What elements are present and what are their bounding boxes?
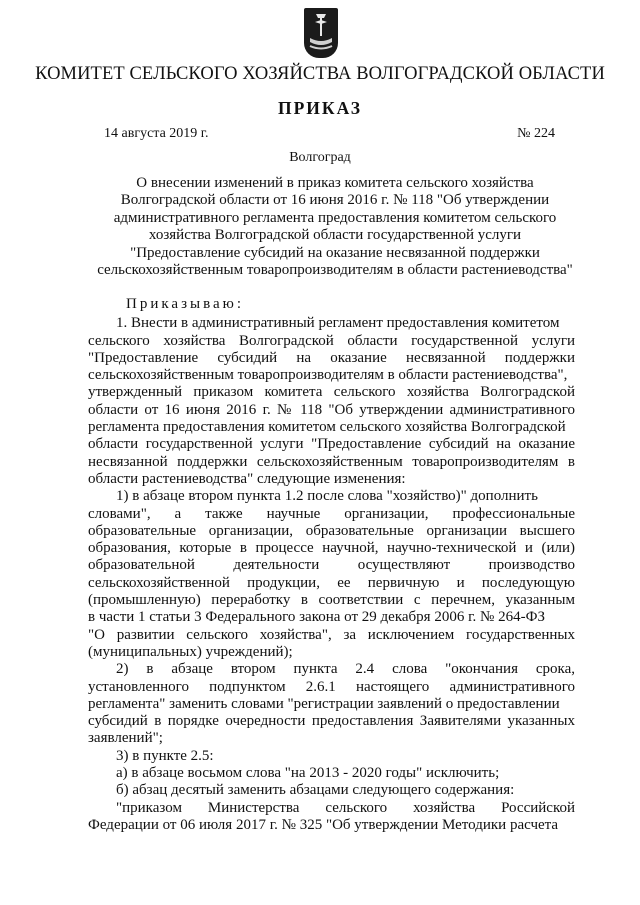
subject-line: О внесении изменений в приказ комитета сельского хозяйства (136, 175, 534, 191)
volgograd-emblem-icon (304, 8, 338, 58)
body-line: установленного подпунктом 2.6.1 настоящего административного (88, 678, 575, 695)
body-line: регламента предоставления комитетом сельского хозяйства Волгоградской (88, 419, 566, 436)
subject-line: хозяйства Волгоградской области государственной услуги (148, 227, 522, 244)
subject-line: сельскохозяйственным товаропроизводителям в области растениеводства" (97, 262, 573, 279)
body-line: 1) в абзаце втором пункта 1.2 после слова "хозяйство)" дополнить (116, 488, 538, 505)
body-line: образовательной деятельности осуществляют производство (88, 557, 575, 574)
order-body (88, 296, 575, 834)
order-date: 14 августа 2019 г. (104, 126, 209, 141)
body-line: области от 16 июня 2016 г. № 118 "Об утверждении административного (88, 401, 575, 418)
body-line: 2) в абзаце втором пункта 2.4 слова "окончания срока, (116, 661, 575, 678)
body-line: "приказом Министерства сельского хозяйства Российской (116, 799, 575, 816)
order-subject (85, 175, 585, 279)
body-line: сельскохозяйственным товаропроизводителям в области растениеводства", (88, 367, 568, 384)
subject-line: административного регламента предоставления комитетом сельского (113, 209, 557, 226)
body-line: б) абзац десятый заменить абзацами следующего содержания: (116, 782, 515, 799)
body-line: (муниципальных) учреждений); (88, 643, 293, 660)
body-line: несвязанной поддержки сельскохозяйственным товаропроизводителям в (88, 453, 575, 470)
body-line: а) в абзаце восьмом слова "на 2013 - 2020 годы" исключить; (116, 765, 500, 782)
body-line: сельского хозяйства Волгоградской области государственной услуги (88, 332, 575, 349)
body-line: области государственной услуги "Предоставление субсидий на оказание (88, 436, 575, 453)
body-line: регламента" заменить словами "регистрации заявлений о предоставлении (88, 695, 560, 712)
body-line: образовательные организации, образовательные организации высшего (88, 522, 575, 539)
body-line: (промышленную) переработку в соответствии с перечнем, указанным (88, 592, 575, 609)
body-line: "Предоставление субсидий на оказание несвязанной поддержки (88, 349, 575, 366)
body-line: образования, которые в процессе научной, научно-технической и (или) (88, 540, 575, 557)
subject-line: Волгоградской области от 16 июня 2016 г. № 118 "Об утверждении (120, 192, 550, 209)
body-line: утвержденный приказом комитета сельского хозяйства Волгоградской (88, 384, 575, 401)
organization-title: КОМИТЕТ СЕЛЬСКОГО ХОЗЯЙСТВА ВОЛГОГРАДСКОЙ ОБЛАСТИ (35, 64, 605, 84)
body-line: "О развитии сельского хозяйства", за исключением государственных (88, 626, 575, 643)
document-type: ПРИКАЗ (277, 98, 363, 118)
body-line: субсидий в порядке очередности предоставления Заявителями указанных (88, 713, 575, 730)
city-name: Волгоград (289, 150, 351, 165)
prikazyvayu-heading: Приказываю: (126, 296, 244, 312)
body-line: Федерации от 06 июля 2017 г. № 325 "Об утверждении Методики расчета (88, 816, 559, 833)
body-line: 3) в пункте 2.5: (116, 747, 214, 764)
order-number: № 224 (517, 126, 555, 141)
body-line: области растениеводства" следующие изменения: (88, 470, 406, 487)
body-line: 1. Внести в административный регламент предоставления комитетом (116, 315, 560, 332)
body-line: словами", а также научные организации, профессиональные (88, 505, 575, 522)
body-line: заявлений"; (88, 730, 163, 747)
body-line: сельскохозяйственной продукции, ее первичную и последующую (88, 574, 575, 591)
body-line: в части 1 статьи 3 Федерального закона от 29 декабря 2006 г. № 264-ФЗ (88, 609, 545, 626)
subject-line: "Предоставление субсидий на оказание несвязанной поддержки (130, 244, 540, 261)
